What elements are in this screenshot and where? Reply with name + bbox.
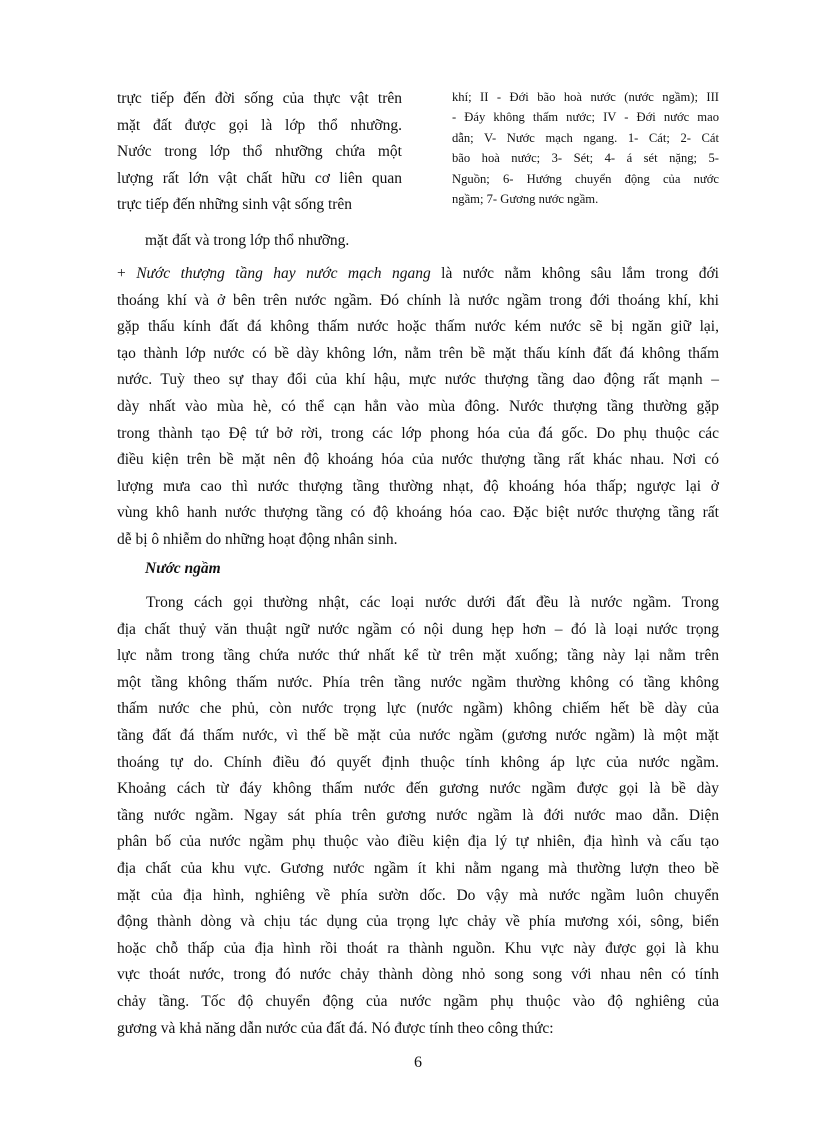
text-line: tầng đất đá thấm nước, vì thế bề mặt của nước ngầm (gương nước ngầm) là một mặt xyxy=(117,726,719,744)
continuation-line: mặt đất và trong lớp thổ nhưỡng. xyxy=(145,232,350,249)
text-line: chảy tầng. Tốc độ chuyển động của nước ngầm phụ thuộc vào độ nghiêng của xyxy=(117,992,719,1010)
text-line: tầng nước ngầm. Ngay sát phía trên gương nước ngầm là đới nước mao dẫn. Diện xyxy=(117,806,719,824)
paragraph-groundwater xyxy=(117,590,719,1042)
text-line: mặt của địa hình, nghiêng về phía sườn dốc. Do vậy mà nước ngầm luôn chuyển xyxy=(117,886,719,904)
caption-line: bão hoà nước; 3- Sét; 4- á sét nặng; 5- xyxy=(452,151,719,166)
lead-rest: là nước nằm không sâu lắm trong đới xyxy=(430,265,719,282)
text-line: hoặc chỗ thấp của địa hình rồi thoát ra thành nguồn. Khu vực này được gọi là khu xyxy=(117,939,719,957)
caption-line: dẫn; V- Nước mạch ngang. 1- Cát; 2- Cát xyxy=(452,130,719,145)
text-line: lượng mưa cao thì nước thượng tầng thường nhạt, độ khoáng hóa thấp; ngược lại ở xyxy=(117,477,719,495)
text-line: thoáng khí và ở bên trên nước ngầm. Đó chính là nước ngầm trong đới thoáng khí, khi xyxy=(117,291,719,309)
caption-line: - Đáy không thấm nước; IV - Đới nước mao xyxy=(452,110,719,125)
text-line: địa chất thuỷ văn thuật ngữ nước ngầm có nội dung hẹp hơn – đó là loại nước trọng xyxy=(117,620,719,638)
lead-prefix: + xyxy=(117,265,137,282)
text-line: Trong cách gọi thường nhật, các loại nước dưới đất đều là nước ngầm. Trong xyxy=(146,594,719,611)
caption-line: ngầm; 7- Gương nước ngầm. xyxy=(452,192,599,207)
text-line: vùng khô hanh nước thượng tầng có độ khoáng hóa cao. Đặc biệt nước thượng tầng rất xyxy=(117,504,719,522)
text-line: lực nằm trong tầng chứa nước thứ nhất kể từ trên mặt xuống; tầng này lại nằm trên xyxy=(117,647,719,665)
text-line: một tầng không thấm nước. Phía trên tầng nước ngầm thường không có tầng không xyxy=(117,673,719,691)
text-line: trong thành tạo Đệ tứ bở rời, trong các lớp phong hóa của đá gốc. Do phụ thuộc các xyxy=(117,424,719,442)
text-line: trực tiếp đến những sinh vật sống trên xyxy=(117,196,353,214)
text-line: điều kiện trên bề mặt nên độ khoáng hóa của nước thượng tầng rất khác nhau. Nơi có xyxy=(117,451,719,469)
text-line: mặt đất được gọi là lớp thổ nhưỡng. xyxy=(117,116,402,134)
text-line: thoáng tự do. Chính điều đó quyết định thuộc tính không áp lực của nước ngầm. xyxy=(117,753,719,771)
text-line: động thành dòng và chịu tác dụng của trọng lực chảy về phía mương xói, sông, biển xyxy=(117,913,719,931)
term-perched-water: Nước thượng tầng hay nước mạch ngang xyxy=(136,265,431,282)
text-line: vực thoát nước, trong đó nước chảy thành dòng nhỏ song song với nhau nên có tính xyxy=(117,966,719,984)
figure-caption xyxy=(452,87,719,209)
text-line: Nước trong lớp thổ nhưỡng chứa một xyxy=(117,143,402,161)
paragraph-lead-line xyxy=(117,261,719,288)
text-line: gương và khả năng dẫn nước của đất đá. Nó được tính theo công thức: xyxy=(117,1019,554,1037)
section-heading: Nước ngầm xyxy=(145,560,221,577)
text-line: dễ bị ô nhiễm do những hoạt động nhân sinh. xyxy=(117,530,398,548)
left-column-text xyxy=(117,86,402,219)
text-line: Khoảng cách từ đáy không thấm nước đến gương nước ngầm được gọi là bề dày xyxy=(117,780,719,798)
text-line: địa chất của khu vực. Gương nước ngầm ít khi nằm ngang mà thường lượn theo bề xyxy=(117,859,719,877)
caption-line: Nguồn; 6- Hướng chuyển động của nước xyxy=(452,171,719,186)
text-line: phân bố của nước ngầm phụ thuộc vào điều kiện địa lý tự nhiên, địa hình và cấu tạo xyxy=(117,833,719,851)
text-line: thấm nước che phủ, còn nước trọng lực (nước ngầm) không chiếm hết bề dày của xyxy=(117,700,719,718)
text-line: gặp thấu kính đất đá không thấm nước hoặc thấm nước kém nước sẽ bị ngăn giữ lại, xyxy=(117,318,719,336)
text-line: trực tiếp đến đời sống của thực vật trên xyxy=(117,90,402,107)
page-number: 6 xyxy=(414,1054,422,1071)
text-line: dày nhất vào mùa hè, có thể cạn hẳn vào mùa đông. Nước thượng tầng thường gặp xyxy=(117,397,719,415)
text-line: nước. Tuỳ theo sự thay đổi của khí hậu, mực nước thượng tầng dao động rất mạnh – xyxy=(117,371,719,389)
text-line: lượng rất lớn vật chất hữu cơ liên quan xyxy=(117,169,402,187)
caption-line: khí; II - Đới bão hoà nước (nước ngầm); III xyxy=(452,90,719,104)
paragraph-perched-water xyxy=(117,261,719,554)
text-line: tạo thành lớp nước có bề dày không lớn, nằm trên bề mặt thấu kính đất đá không thấm xyxy=(117,344,719,362)
